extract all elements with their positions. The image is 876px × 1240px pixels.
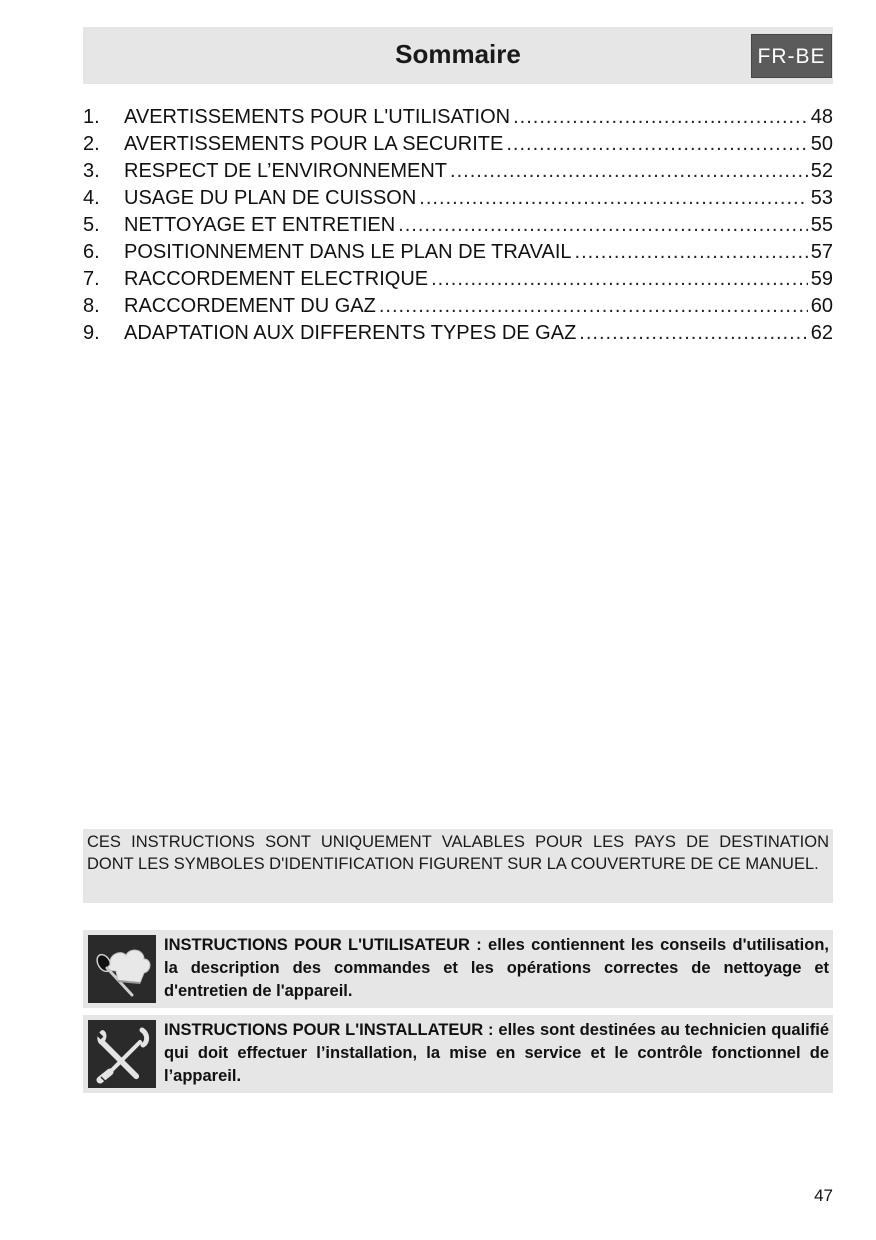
wrench-screwdriver-icon (88, 1020, 156, 1088)
toc-item-number: 3. (83, 160, 100, 182)
toc-item-number: 7. (83, 268, 100, 290)
toc-item[interactable] (83, 104, 833, 131)
toc-item-label: POSITIONNEMENT DANS LE PLAN DE TRAVAIL (124, 241, 572, 263)
toc-item[interactable] (83, 131, 833, 158)
page-title: Sommaire (395, 39, 521, 69)
toc-leader-dots (575, 239, 808, 266)
toc-item-number: 2. (83, 133, 100, 155)
toc-item-label: USAGE DU PLAN DE CUISSON (124, 187, 417, 209)
toc-item-page: 62 (810, 322, 833, 344)
user-instructions-panel (83, 930, 833, 1008)
toc-item-number: 4. (83, 187, 100, 209)
toc-item[interactable] (83, 320, 833, 347)
installer-instructions-text: INSTRUCTIONS POUR L'INSTALLATEUR : elles sont destinées au technicien qualifié qui doit effectuer l’installation, la mise en service et le contrôle fonctionnel de l’appareil. (164, 1021, 829, 1085)
toc-item-page: 48 (810, 106, 833, 128)
page-number: 47 (814, 1186, 833, 1205)
toc-item-label: ADAPTATION AUX DIFFERENTS TYPES DE GAZ (124, 322, 577, 344)
user-instructions-text: INSTRUCTIONS POUR L'UTILISATEUR : elles contiennent les conseils d'utilisation, la description des commandes et les opérations correctes de nettoyage et d'entretien de l'appareil. (164, 936, 829, 1000)
toc-item-page: 57 (810, 241, 833, 263)
toc-leader-dots (419, 185, 807, 212)
toc-item-page: 55 (810, 214, 833, 236)
notice-text: CES INSTRUCTIONS SONT UNIQUEMENT VALABLES POUR LES PAYS DE DESTINATION DONT LES SYMBOLES D'IDENTIFICATION FIGURENT SUR LA COUVERTURE DE CE MANUEL. (87, 833, 829, 873)
toc-item-label: NETTOYAGE ET ENTRETIEN (124, 214, 396, 236)
toc-item-number: 8. (83, 295, 100, 317)
toc-item-label: RACCORDEMENT DU GAZ (124, 295, 376, 317)
notice-box (83, 829, 833, 903)
toc-leader-dots (579, 320, 807, 347)
toc-leader-dots (506, 131, 807, 158)
chef-hat-spoon-icon (88, 935, 156, 1003)
toc-item-page: 53 (810, 187, 833, 209)
toc-leader-dots (398, 212, 808, 239)
toc-item[interactable] (83, 293, 833, 320)
language-badge: FR-BE (751, 34, 832, 78)
toc-item-label: AVERTISSEMENTS POUR LA SECURITE (124, 133, 504, 155)
toc-item-number: 1. (83, 106, 100, 128)
toc-leader-dots (431, 266, 808, 293)
toc-item[interactable] (83, 239, 833, 266)
toc-item-label: RACCORDEMENT ELECTRIQUE (124, 268, 429, 290)
toc-item-label: RESPECT DE L’ENVIRONNEMENT (124, 160, 448, 182)
toc-item-number: 9. (83, 322, 100, 344)
toc-item[interactable] (83, 158, 833, 185)
toc-item-page: 59 (810, 268, 833, 290)
toc-item[interactable] (83, 266, 833, 293)
toc-item-label: AVERTISSEMENTS POUR L'UTILISATION (124, 106, 511, 128)
toc-item-number: 6. (83, 241, 100, 263)
toc-leader-dots (379, 293, 808, 320)
toc-item-page: 52 (810, 160, 833, 182)
table-of-contents (83, 104, 833, 347)
toc-item-page: 50 (810, 133, 833, 155)
toc-item-number: 5. (83, 214, 100, 236)
toc-item-page: 60 (810, 295, 833, 317)
toc-item[interactable] (83, 185, 833, 212)
toc-leader-dots (450, 158, 808, 185)
toc-leader-dots (513, 104, 808, 131)
installer-instructions-panel (83, 1015, 833, 1093)
toc-item[interactable] (83, 212, 833, 239)
